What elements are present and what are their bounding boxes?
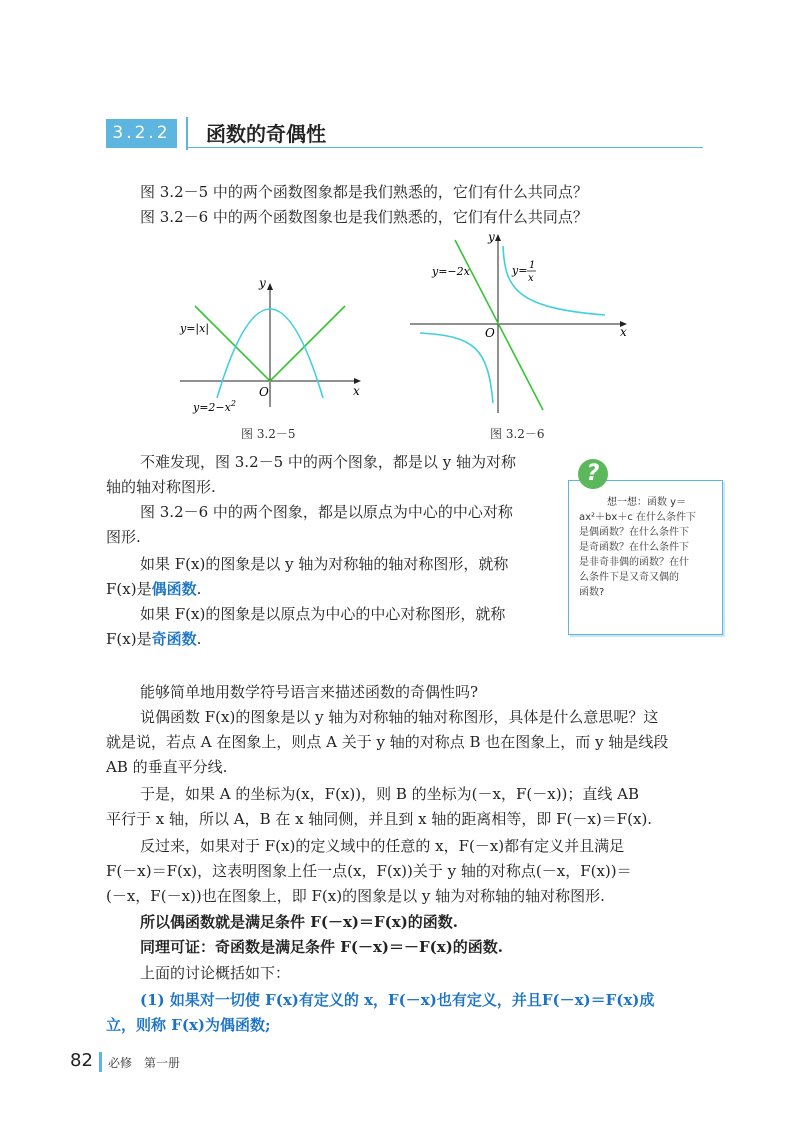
paragraph-6-line-2: 就是说，若点 A 在图象上，则点 A 关于 y 轴的对称点 B 也在图象上，而 y 轴是线段 — [106, 733, 669, 751]
origin-label: O — [485, 326, 495, 340]
section-title: 函数的奇偶性 — [206, 122, 326, 146]
definition-1-line-1: (1) 如果对一切使 F(x)有定义的 x，F(－x)也有定义，并且F(－x)＝F(x)成 — [140, 991, 655, 1009]
quadratic-function-label: $y=2-x^2$ — [193, 399, 236, 414]
y-axis-label: y — [488, 230, 495, 244]
paragraph-1-line-1: 不难发现，图 3.2－5 中的两个图象，都是以 y 轴为对称 — [140, 453, 516, 471]
paragraph-5: 能够简单地用数学符号语言来描述函数的奇偶性吗? — [140, 683, 479, 701]
paragraph-4-line-1: 如果 F(x)的图象是以原点为中心的中心对称图形，就称 — [140, 605, 506, 623]
reciprocal-numerator: 1 — [529, 260, 536, 271]
origin-label: O — [259, 385, 269, 399]
paragraph-2-line-2: 图形. — [106, 528, 141, 546]
even-function-conclusion: 所以偶函数就是满足条件 F(－x)＝F(x)的函数. — [140, 913, 459, 931]
y-axis-arrow — [267, 283, 273, 290]
odd-function-term: 奇函数 — [151, 630, 197, 648]
y-axis-label: y — [259, 276, 266, 290]
reciprocal-branch-negative — [420, 333, 493, 403]
linear-function-label: y=−2x — [432, 265, 470, 278]
paragraph-7-line-1: 于是，如果 A 的坐标为(x，F(x))，则 B 的坐标为(－x，F(－x))；直线 AB — [140, 785, 640, 803]
footer-divider — [99, 1052, 102, 1072]
paragraph-6-line-1: 说偶函数 F(x)的图象是以 y 轴为对称轴的轴对称图形，具体是什么意思呢？这 — [140, 708, 659, 726]
page-number: 82 — [70, 1050, 93, 1071]
period: . — [196, 580, 202, 598]
paragraph-7-line-2: 平行于 x 轴，所以 A，B 在 x 轴同侧，并且到 x 轴的距离相等，即 F(－x)＝F(x). — [106, 810, 653, 828]
intro-question-2: 图 3.2－6 中的两个函数图象也是我们熟悉的，它们有什么共同点？ — [140, 208, 588, 226]
definition-1-line-2: 立，则称 F(x)为偶函数; — [106, 1016, 271, 1034]
definition-prefix: F(x)是 — [106, 580, 152, 598]
figure-3-2-5 — [175, 275, 370, 420]
y-axis-arrow — [495, 234, 501, 241]
think-box-line: 是奇函数？在什么条件下 — [579, 542, 689, 553]
think-box-line: 么条件下是又奇又偶的 — [579, 572, 679, 583]
think-box-line: 想一想：函数 y＝ — [607, 497, 687, 508]
figure-3-2-6-caption: 图 3.2－6 — [490, 427, 545, 441]
paragraph-8-line-2: F(－x)＝F(x)，这表明图象上任一点(x，F(x))关于 y 轴的对称点(－x，F(x))＝ — [106, 862, 632, 880]
paragraph-8-line-1: 反过来，如果对于 F(x)的定义域中的任意的 x，F(－x)都有定义并且满足 — [140, 837, 625, 855]
paragraph-6-line-3: AB 的垂直平分线. — [106, 758, 228, 776]
section-number-badge: 3.2.2 — [106, 119, 177, 148]
paragraph-3-line-1: 如果 F(x)的图象是以 y 轴为对称轴的轴对称图形，就称 — [140, 555, 509, 573]
odd-function-conclusion: 同理可证：奇函数是满足条件 F(－x)＝－F(x)的函数. — [140, 938, 504, 956]
reciprocal-branch-positive — [503, 246, 605, 315]
figure-3-2-5-caption: 图 3.2－5 — [241, 427, 296, 441]
reciprocal-function-label-lhs: y= — [512, 264, 528, 277]
paragraph-1-line-2: 轴的轴对称图形. — [106, 478, 216, 496]
intro-question-1: 图 3.2－5 中的两个函数图象都是我们熟悉的，它们有什么共同点？ — [140, 183, 588, 201]
even-function-term: 偶函数 — [151, 580, 197, 598]
think-box-line: 是偶函数？在什么条件下 — [579, 527, 689, 538]
abs-function-label: y=|x| — [180, 322, 210, 335]
x-axis-label: x — [620, 325, 627, 339]
reciprocal-denominator: x — [528, 273, 534, 284]
period: . — [196, 630, 202, 648]
summary-intro: 上面的讨论概括如下： — [140, 964, 291, 982]
think-box-line: ax²＋bx＋c 在什么条件下 — [579, 512, 696, 523]
definition-prefix: F(x)是 — [106, 630, 152, 648]
think-box-line: 是非奇非偶的函数？在什 — [579, 557, 689, 568]
section-underline — [186, 147, 703, 148]
x-axis-label: x — [353, 384, 360, 398]
paragraph-8-line-3: (－x，F(－x))也在图象上，即 F(x)的图象是以 y 轴为对称轴的轴对称图形. — [106, 887, 605, 905]
figure-3-2-6 — [405, 228, 635, 418]
think-box-line: 函数? — [579, 587, 605, 598]
paragraph-2-line-1: 图 3.2－6 中的两个图象，都是以原点为中心的中心对称 — [140, 503, 513, 521]
book-title: 必修 第一册 — [108, 1056, 181, 1070]
question-mark-icon: ? — [578, 459, 608, 489]
think-box — [568, 480, 723, 635]
section-divider — [186, 117, 188, 150]
